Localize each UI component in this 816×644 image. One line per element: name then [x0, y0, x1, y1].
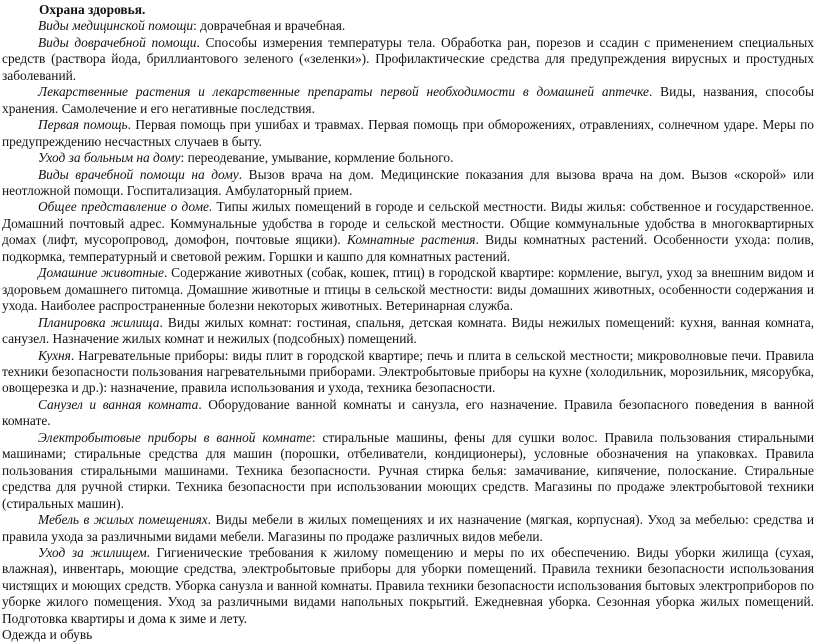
- paragraph-text: . Содержание животных (собак, кошек, птиц) в городской квартире: кормление, выгул, уход за внешним видом и здоровьем домашнего питомца. Домашние животные и птицы в сельской местности: виды домашних животных, особенности содержания и ухода. Наиболее распространенные болезни некоторых животных. Ветеринарная служба.: [2, 265, 814, 314]
- paragraph-lead: Кухня: [38, 347, 71, 363]
- paragraph-furniture: [2, 512, 814, 545]
- paragraph-lead: Уход за жилищем: [38, 544, 147, 560]
- paragraph-text: : стиральные машины, фены для сушки волос. Правила пользования стиральными машинами; стиральные средства для машин (порошки, отбеливатели, кондиционеры), условные обозначения на упаковках. Правила пользования стиральными машинами. Техника безопасности. Ручная стирка белья: замачивание, кипячение, полоскание. Стиральные средства для ручной стирки. Техника безопасности при использовании моющих средств. Магазины по продаже электробытовой техники (стиральных машин).: [2, 429, 814, 511]
- paragraph-text: . Вызов врача на дом. Медицинские показания для вызова врача на дом. Вызов «скорой» или неотложной помощи. Госпитализация. Амбулаторный прием.: [2, 166, 814, 198]
- paragraph-lead: Санузел и ванная комната: [38, 396, 199, 412]
- paragraph-lead: Виды медицинской помощи: [38, 18, 194, 34]
- paragraph-kitchen: [2, 348, 814, 397]
- paragraph-lead: Домашние животные: [38, 265, 164, 281]
- paragraph-lead: Планировка жилища: [38, 314, 160, 330]
- paragraph-first-aid: [2, 117, 814, 150]
- paragraph-home-care: [2, 150, 814, 166]
- paragraph-doctor-at-home: [2, 167, 814, 200]
- paragraph-text-secondary: . Виды комнатных растений. Особенности ухода: полив, подкормка, температурный и световой режим. Горшки и кашпо для комнатных растений.: [2, 232, 814, 264]
- paragraph-home-layout: [2, 315, 814, 348]
- section-title: Охрана здоровья.: [39, 2, 146, 17]
- paragraph-lead: Электробытовые приборы в ванной комнате: [38, 429, 312, 445]
- paragraph-text: Типы жилых помещений в городе и сельской местности. Виды жилья: собственное и государственное. Домашний почтовый адрес. Коммунальные удобства в городе и сельской местности. Общие коммунальные удобства в многоквартирных домах (лифт, мусоропровод, домофон, почтовые ящики).: [2, 199, 814, 248]
- section-heading-clothing: Одежда и обувь: [2, 627, 93, 643]
- paragraph-medicinal-plants: [2, 84, 814, 117]
- paragraph-lead: Первая помощь: [38, 117, 128, 133]
- paragraph-lead: Общее представление о доме.: [38, 199, 213, 215]
- paragraph-lead: Лекарственные растения и лекарственные препараты первой необходимости в домашней аптечке: [38, 84, 649, 100]
- paragraph-lead-secondary: Комнатные растения: [346, 232, 476, 248]
- paragraph-bathroom-appliances: [2, 430, 814, 512]
- paragraph-text: . Виды, названия, способы хранения. Самолечение и его негативные последствия.: [2, 84, 814, 116]
- paragraph-text: . Оборудование ванной комнаты и санузла, его назначение. Правила безопасного поведения в ванной комнате.: [2, 396, 815, 429]
- paragraph-text: . Виды мебели в жилых помещениях и их назначение (мягкая, корпусная). Уход за мебелью: средства и правила ухода за различными видами мебели. Магазины по продаже различных видов мебели.: [2, 512, 814, 544]
- paragraph-lead: Виды врачебной помощи на дому: [38, 166, 239, 182]
- paragraph-lead: Мебель в жилых помещениях: [38, 512, 208, 528]
- paragraph-lead: Виды доврачебной помощи: [38, 34, 197, 50]
- paragraph-medical-help: [2, 18, 814, 34]
- paragraph-text: . Нагревательные приборы: виды плит в городской квартире; печь и плита в сельской местности; микроволновые печи. Правила техники безопасности пользования нагревательными приборами. Электробытовые приборы на кухне (холодильник, морозильник, мясорубка, овощерезка и др.): назначение, правила использования и ухода, техника безопасности.: [2, 347, 814, 396]
- paragraph-text: . Способы измерения температуры тела. Обработка ран, порезов и ссадин с применением специальных средств (раствора йода, бриллиантового зеленого («зеленки»). Профилактические средства для предупреждения вирусных и простудных заболеваний.: [2, 34, 814, 83]
- paragraph-text: : переодевание, умывание, кормление больного.: [180, 150, 454, 166]
- paragraph-house-overview: [2, 199, 814, 265]
- paragraph-prehospital-help: [2, 35, 814, 84]
- paragraph-pets: [2, 265, 814, 314]
- paragraph-text: : доврачебная и врачебная.: [193, 18, 346, 34]
- paragraph-housekeeping: [2, 545, 814, 627]
- document-page: [2, 0, 814, 644]
- paragraph-text: . Виды жилых комнат: гостиная, спальня, детская комната. Виды нежилых помещений: кухня, ванная комната, санузел. Назначение жилых комнат и нежилых (подсобных) помещений.: [2, 314, 814, 347]
- paragraph-bathroom: [2, 397, 814, 430]
- paragraph-text: . Гигиенические требования к жилому помещению и меры по их обеспечению. Виды уборки жилища (сухая, влажная), инвентарь, моющие средства, электробытовые приборы для уборки помещений. Правила техники безопасности использования чистящих и моющих средств. Уборка санузла и ванной комнаты. Правила техники безопасности использования бытовых электроприборов по уборке жилого помещения. Уход за различными видами напольных покрытий. Ежедневная уборка. Сезонная уборка жилых помещений. Подготовка квартиры и дома к зиме и лету.: [2, 544, 814, 626]
- paragraph-text: . Первая помощь при ушибах и травмах. Первая помощь при обмороженияx, отравлениях, солнечном ударе. Меры по предупреждению несчастных случаев в быту.: [2, 117, 815, 149]
- paragraph-lead: Уход за больным на дому: [38, 150, 181, 166]
